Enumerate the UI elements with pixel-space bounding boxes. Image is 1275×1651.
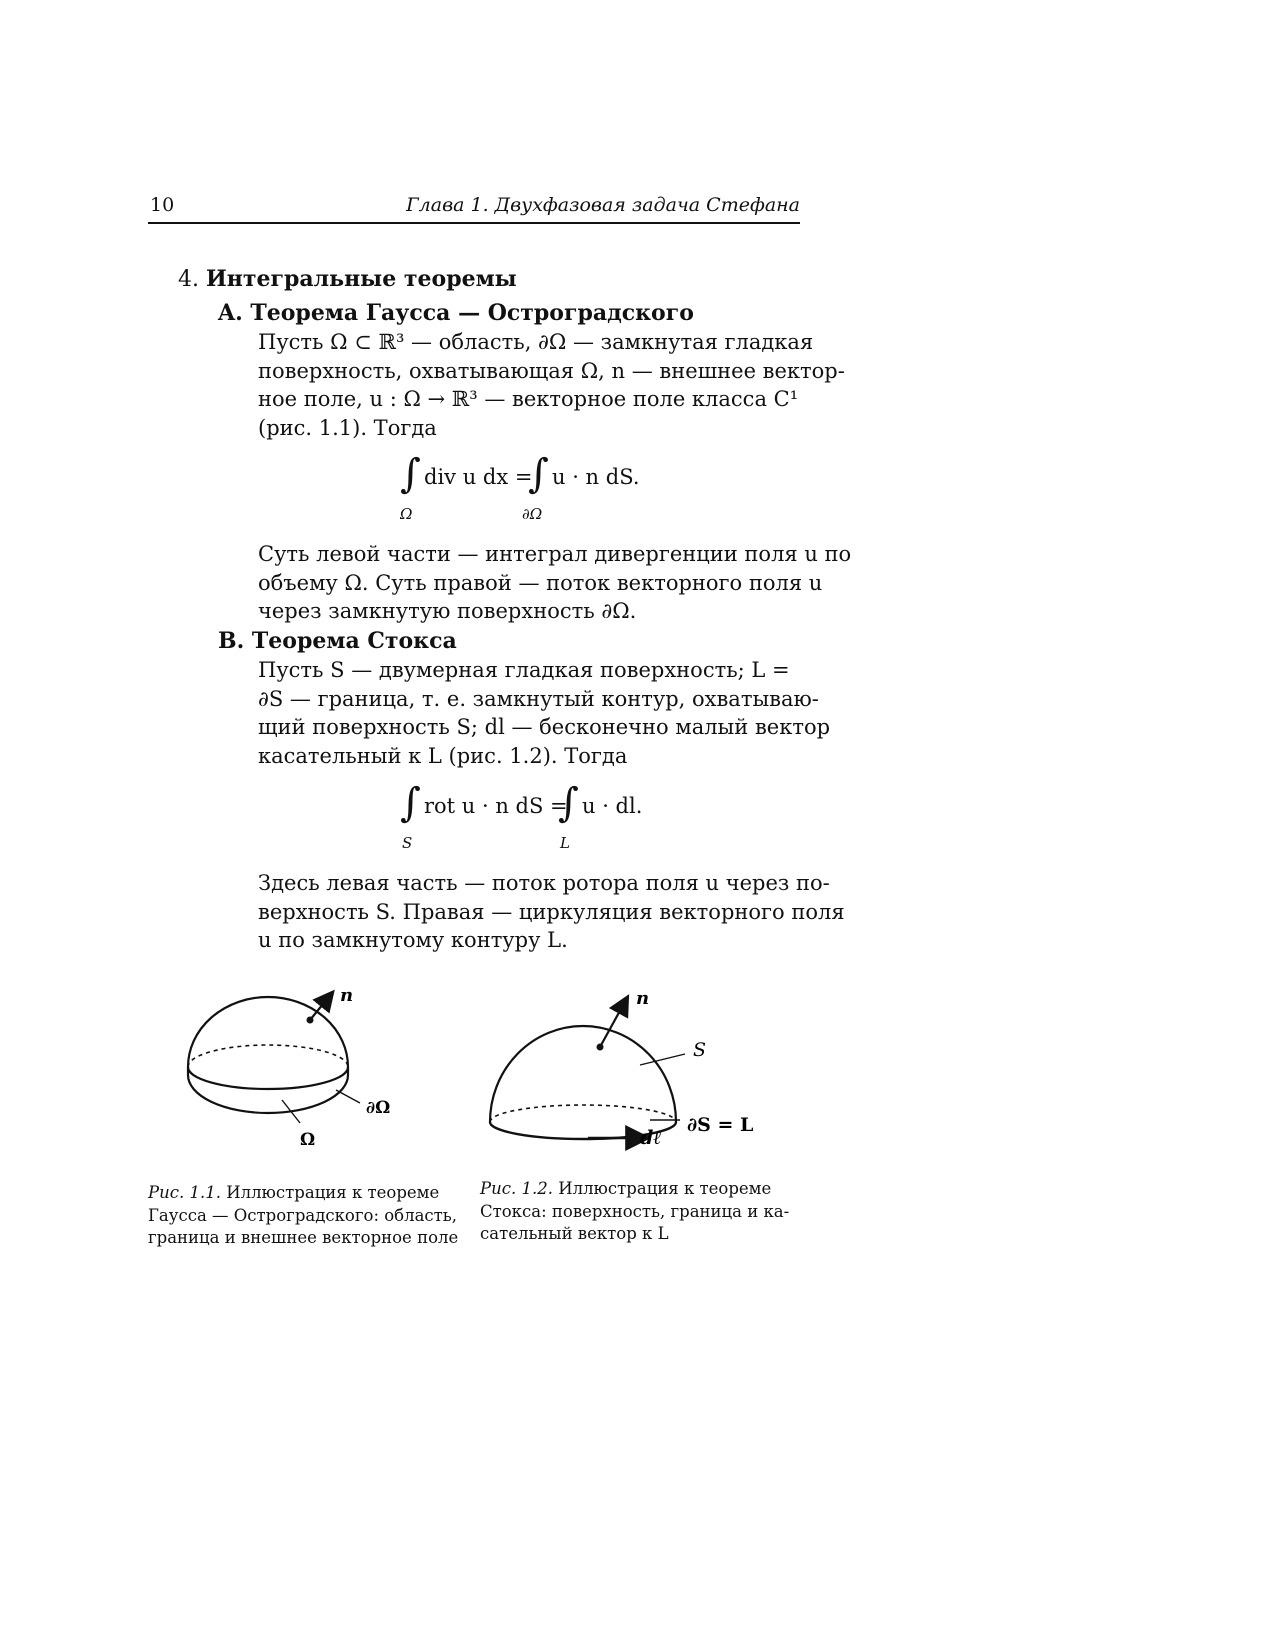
formula-rhs: u · dl.	[582, 794, 643, 818]
formula-lhs: rot u · n dS =	[424, 794, 568, 818]
text-line: верхность S. Правая — циркуляция векторного поля	[258, 899, 845, 924]
tangent-label: dℓ	[640, 1127, 662, 1149]
surface-leader	[640, 1054, 685, 1065]
lower-limit: ∂Ω	[522, 505, 543, 523]
surface-label: S	[693, 1039, 707, 1061]
caption-text: Гаусса — Остроградского: область,	[148, 1205, 458, 1225]
integral-sign: ∫	[528, 451, 549, 497]
caption-text: граница и внешнее векторное поле	[148, 1228, 459, 1247]
normal-arrow-icon	[310, 993, 332, 1020]
boundary-label: ∂Ω	[366, 1098, 391, 1118]
figure-gauss	[180, 975, 440, 1175]
figure-1-caption	[148, 1182, 459, 1250]
running-title: Глава 1. Двухфазовая задача Стефана	[406, 194, 800, 216]
text-line: ное поле, u : Ω → ℝ³ — векторное поле класса C¹	[258, 387, 799, 411]
text-line: щий поверхность S; dl — бесконечно малый вектор	[258, 715, 831, 739]
text-line: ∂S — граница, т. е. замкнутый контур, охватываю-	[258, 686, 819, 711]
normal-label: n	[340, 985, 354, 1006]
text-line: Здесь левая часть — поток ротора поля u через по-	[258, 871, 830, 895]
theorem-a-explanation	[258, 540, 852, 626]
theorem-b-statement	[258, 656, 831, 770]
boundary-label: ∂S = L	[687, 1114, 754, 1136]
section-number: 4.	[178, 267, 199, 292]
section-heading	[178, 266, 517, 292]
figure-2-caption	[480, 1178, 802, 1246]
caption-label: Рис. 1.2.	[480, 1179, 553, 1198]
formula-rhs: u · n dS.	[552, 465, 640, 489]
theorem-a-heading: A. Теорема Гаусса — Остроградского	[218, 300, 694, 326]
normal-arrow-icon	[600, 998, 627, 1047]
theorem-a-statement	[258, 328, 845, 442]
text-line: объему Ω. Суть правой — поток векторного поля u	[258, 570, 823, 595]
caption-text: Иллюстрация к теореме	[558, 1179, 772, 1198]
caption-text: сательный вектор к L	[480, 1224, 669, 1243]
text-line: (рис. 1.1). Тогда	[258, 415, 437, 440]
normal-label: n	[636, 990, 650, 1009]
text-line: Пусть Ω ⊂ ℝ³ — область, ∂Ω — замкнутая гладкая	[258, 330, 814, 354]
page-header	[148, 190, 800, 220]
theorem-b-heading: B. Теорема Стокса	[218, 628, 457, 654]
surface-drawing	[490, 1026, 676, 1139]
caption-text: Иллюстрация к теореме	[226, 1183, 440, 1202]
lower-limit: L	[560, 834, 570, 852]
page-number: 10	[150, 194, 175, 216]
text-line: u по замкнутому контуру L.	[258, 928, 568, 952]
integral-sign: ∫	[400, 780, 421, 826]
caption-label: Рис. 1.1.	[148, 1183, 221, 1202]
domain-label: Ω	[300, 1130, 316, 1150]
figure-stokes	[480, 990, 790, 1190]
domain-body-drawing	[188, 997, 348, 1113]
text-line: через замкнутую поверхность ∂Ω.	[258, 599, 637, 623]
section-title: Интегральные теоремы	[206, 266, 517, 292]
integral-sign: ∫	[558, 780, 579, 826]
header-rule	[148, 222, 800, 224]
text-line: Пусть S — двумерная гладкая поверхность; L =	[258, 658, 790, 682]
text-line: поверхность, охватывающая Ω, n — внешнее вектор-	[258, 358, 845, 383]
text-line: Суть левой части — интеграл дивергенции поля u по	[258, 542, 852, 566]
theorem-b-explanation	[258, 869, 845, 955]
lower-limit: Ω	[400, 505, 413, 523]
lower-limit: S	[402, 834, 413, 852]
caption-text: Стокса: поверхность, граница и ка-	[480, 1201, 790, 1221]
formula-lhs: div u dx =	[424, 465, 533, 489]
text-line: касательный к L (рис. 1.2). Тогда	[258, 743, 628, 768]
boundary-leader	[336, 1090, 360, 1103]
integral-sign: ∫	[400, 451, 421, 497]
